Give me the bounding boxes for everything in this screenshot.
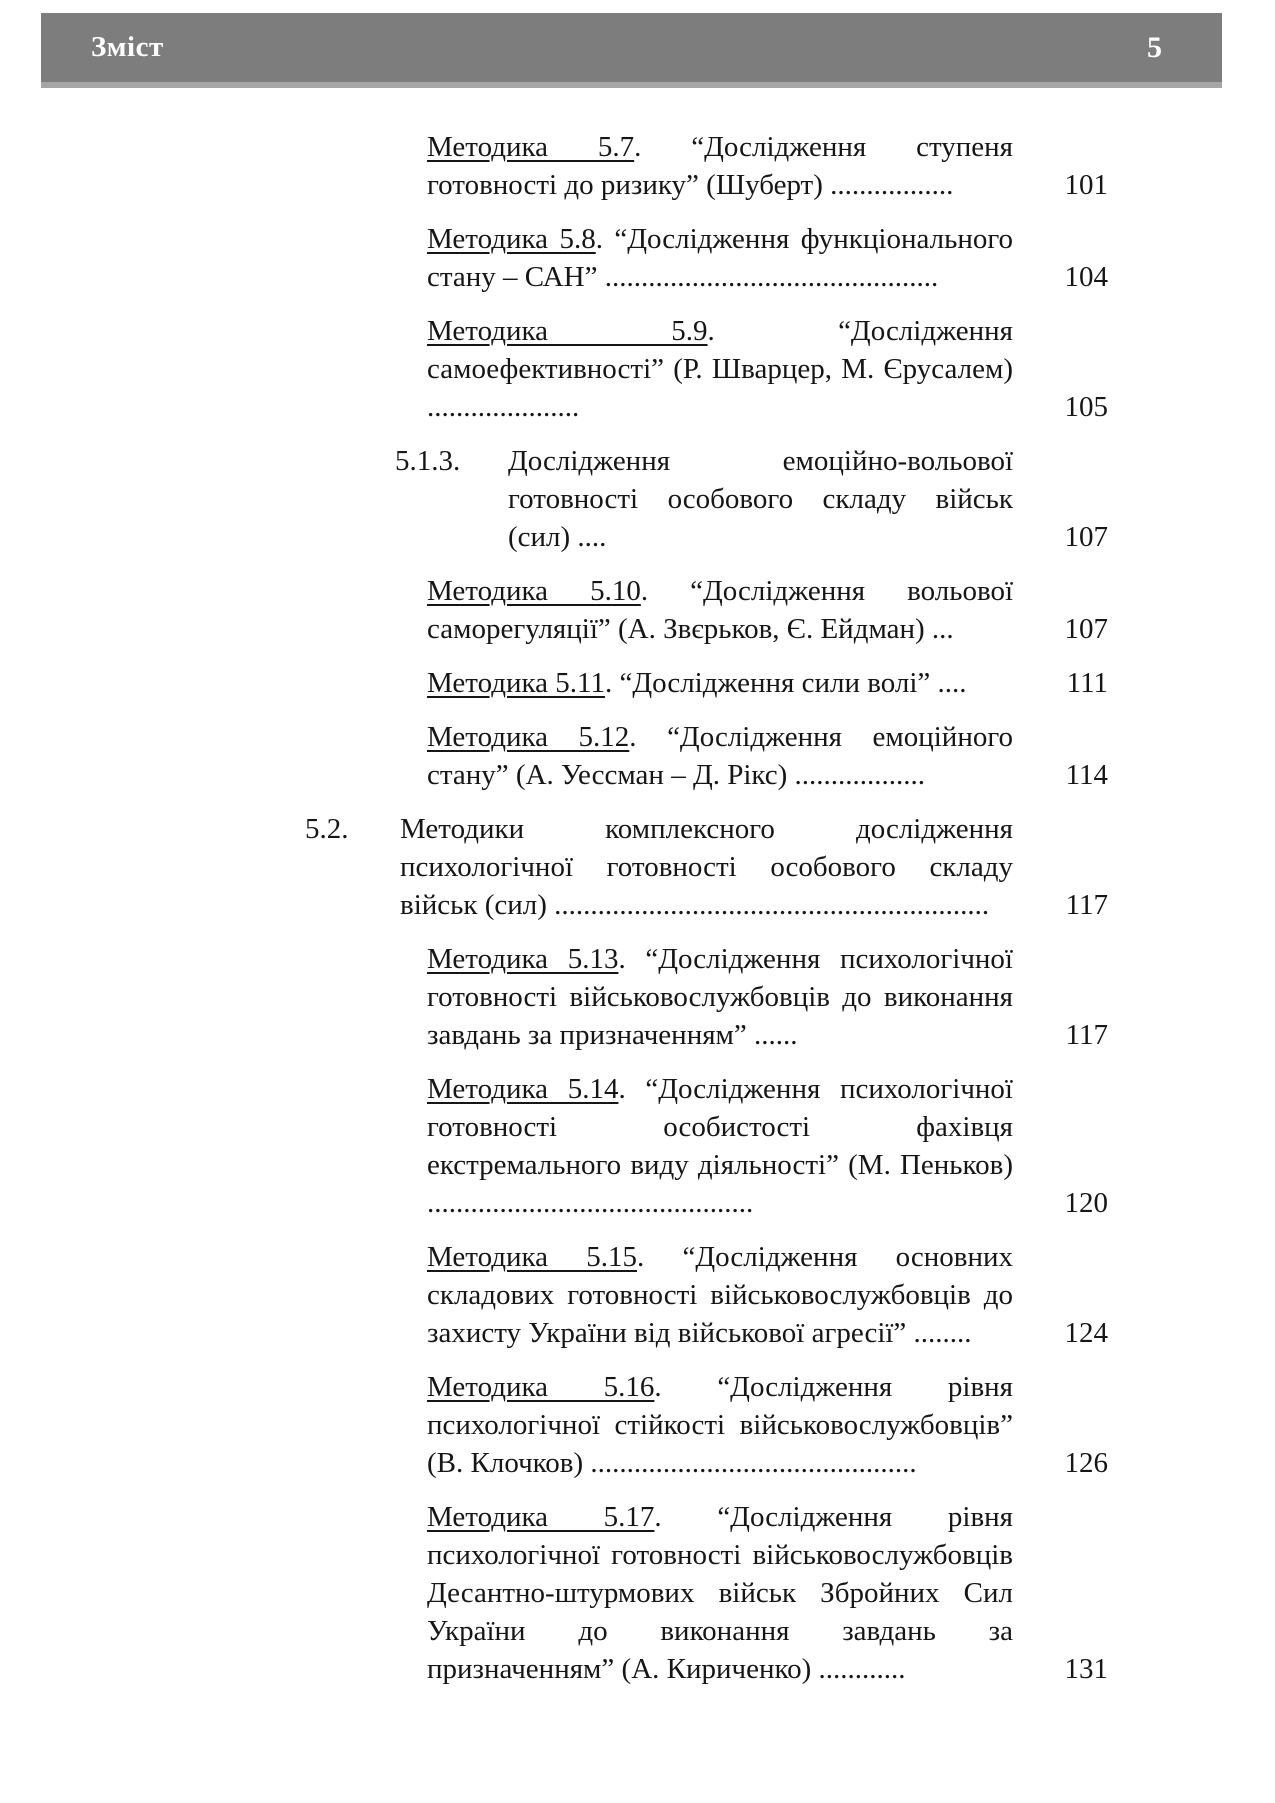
entry-title: “Дослідження ступеня готовності до ризику” (Шуберт) .................	[427, 131, 1013, 201]
entry-page-number: 126	[1064, 1447, 1108, 1479]
entry-label-separator: .	[707, 315, 839, 347]
toc-list	[0, 128, 1275, 1704]
toc-entry	[0, 312, 1108, 426]
entry-page-number: 117	[1065, 889, 1108, 921]
entry-label: Методика 5.13	[427, 943, 619, 975]
entry-title: “Дослідження психологічної готовності військовослужбовців до виконання завдань за призначенням” ......	[427, 943, 1013, 1051]
entry-label-separator: .	[654, 1371, 718, 1403]
toc-entry	[0, 1498, 1108, 1688]
entry-label: Методика 5.7	[427, 131, 635, 163]
toc-entry	[0, 572, 1108, 648]
entry-body	[427, 312, 1040, 426]
entry-title: Методики комплексного дослідження психологічної готовності особового складу військ (сил) ............................................................	[400, 813, 1013, 921]
page-number: 5	[1147, 30, 1162, 64]
toc-entry	[0, 1238, 1108, 1352]
entry-label: Методика 5.9	[427, 315, 708, 347]
entry-title: “Дослідження функціонального стану – САН” ..............................................	[427, 223, 1014, 293]
entry-body	[427, 1238, 1040, 1352]
entry-page-number: 117	[1065, 1019, 1108, 1051]
entry-label-separator: .	[637, 1241, 683, 1273]
entry-title: “Дослідження психологічної готовності особистості фахівця екстремального виду діяльності” (М. Пеньков) .............................................	[427, 1073, 1013, 1219]
toc-entry	[0, 220, 1108, 296]
entry-page-number: 114	[1065, 759, 1108, 791]
toc-entry	[0, 442, 1108, 556]
entry-body	[427, 1070, 1040, 1222]
entry-body	[508, 442, 1040, 556]
entry-number: 5.2.	[305, 813, 349, 845]
entry-page-number: 131	[1064, 1653, 1108, 1685]
toc-entry	[0, 128, 1108, 204]
entry-label: Методика 5.11	[427, 667, 605, 699]
entry-label: Методика 5.8	[427, 223, 596, 255]
entry-label-separator: .	[595, 223, 615, 255]
entry-page-number: 124	[1064, 1317, 1108, 1349]
entry-body	[427, 1498, 1040, 1688]
entry-title: “Дослідження сили волі” ....	[619, 667, 967, 699]
entry-label: Методика 5.14	[427, 1073, 619, 1105]
entry-label-separator: .	[640, 575, 691, 607]
entry-body	[427, 220, 1040, 296]
header-bar	[41, 13, 1222, 88]
entry-title: “Дослідження емоційного стану” (А. Уессман – Д. Рікс) ..................	[427, 721, 1014, 791]
entry-label: Методика 5.12	[427, 721, 630, 753]
entry-title: “Дослідження рівня психологічної стійкості військовослужбовців” (В. Клочков) .............................................	[427, 1371, 1013, 1479]
entry-title: “Дослідження основних складових готовності військовослужбовців до захисту України від військової агресії” ........	[427, 1241, 1014, 1349]
entry-title: Дослідження емоційно-вольової готовності особового складу військ (сил) ....	[508, 445, 1013, 553]
entry-body	[427, 664, 1040, 702]
entry-label-separator: .	[618, 943, 646, 975]
page-title: Зміст	[91, 31, 164, 63]
entry-page-number: 107	[1064, 613, 1108, 645]
entry-label-separator: .	[618, 1073, 646, 1105]
entry-label: Методика 5.17	[427, 1501, 655, 1533]
entry-label: Методика 5.10	[427, 575, 641, 607]
entry-label: Методика 5.16	[427, 1371, 655, 1403]
entry-body	[427, 940, 1040, 1054]
toc-entry	[0, 1368, 1108, 1482]
entry-label-separator: .	[654, 1501, 718, 1533]
entry-label-separator: .	[604, 667, 620, 699]
entry-body	[427, 128, 1040, 204]
entry-number: 5.1.3.	[395, 445, 461, 477]
entry-page-number: 120	[1064, 1187, 1108, 1219]
toc-entry	[0, 810, 1108, 924]
entry-title: “Дослідження вольової саморегуляції” (А. Звєрьков, Є. Ейдман) ...	[427, 575, 1014, 645]
toc-entry	[0, 718, 1108, 794]
entry-label: Методика 5.15	[427, 1241, 638, 1273]
entry-page-number: 111	[1066, 667, 1108, 699]
entry-body	[427, 572, 1040, 648]
entry-title: “Дослідження рівня психологічної готовності військовослужбовців Десантно-штурмових військ Збройних Сил України до виконання завдань за призначенням” (А. Кириченко) ............	[427, 1501, 1013, 1685]
entry-page-number: 107	[1064, 521, 1108, 553]
toc-entry	[0, 940, 1108, 1054]
toc-entry	[0, 664, 1108, 702]
entry-body	[427, 1368, 1040, 1482]
entry-page-number: 105	[1064, 391, 1108, 423]
entry-page-number: 101	[1064, 169, 1108, 201]
entry-page-number: 104	[1064, 261, 1108, 293]
entry-body	[400, 810, 1040, 924]
entry-label-separator: .	[634, 131, 692, 163]
entry-title: “Дослідження самоефективності” (Р. Шварцер, М. Єрусалем) .....................	[427, 315, 1013, 423]
entry-label-separator: .	[629, 721, 668, 753]
toc-entry	[0, 1070, 1108, 1222]
entry-body	[427, 718, 1040, 794]
